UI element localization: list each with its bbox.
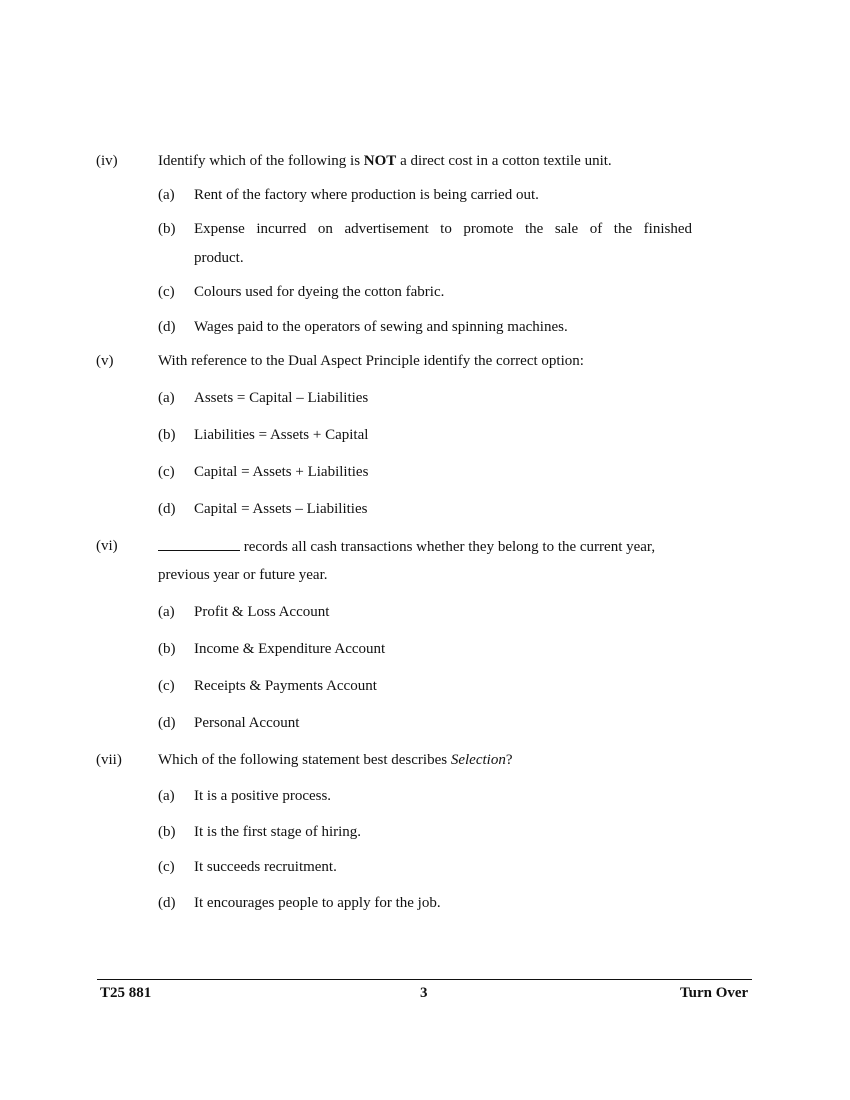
option-text: Liabilities = Assets + Capital: [194, 427, 369, 443]
option-label: (d): [158, 895, 176, 911]
option-label: (b): [158, 641, 176, 657]
stem-text: a direct cost in a cotton textile unit.: [396, 153, 612, 169]
option-label: (d): [158, 501, 176, 517]
option-text: Personal Account: [194, 715, 300, 731]
footer-divider: [97, 979, 752, 980]
stem-emphasis: NOT: [363, 153, 397, 169]
option-text: Profit & Loss Account: [194, 604, 330, 620]
question-number: (iv): [96, 153, 118, 169]
option-label: (c): [158, 284, 175, 300]
question-number: (vii): [96, 752, 122, 768]
option-text: It succeeds recruitment.: [194, 859, 337, 875]
paper-code: T25 881: [100, 985, 152, 1001]
option-label: (a): [158, 788, 175, 804]
option-text: Receipts & Payments Account: [194, 678, 377, 694]
option-label: (b): [158, 824, 176, 840]
page-number: 3: [420, 985, 428, 1001]
question-number: (v): [96, 353, 114, 369]
stem-text: records all cash transactions whether they belong to the current year,: [240, 539, 656, 555]
option-text-continued: product.: [194, 250, 244, 266]
option-label: (a): [158, 604, 175, 620]
option-text: It encourages people to apply for the job.: [194, 895, 441, 911]
question-stem: With reference to the Dual Aspect Principle identify the correct option:: [158, 353, 584, 369]
question-number: (vi): [96, 538, 118, 554]
option-label: (d): [158, 715, 176, 731]
option-label: (a): [158, 390, 175, 406]
stem-italic-term: Selection: [450, 752, 506, 768]
option-text: It is the first stage of hiring.: [194, 824, 362, 840]
question-stem-continued: previous year or future year.: [158, 567, 328, 583]
option-text: Assets = Capital – Liabilities: [194, 390, 369, 406]
question-stem: [158, 151, 612, 171]
option-label: (b): [158, 221, 176, 237]
option-text: Colours used for dyeing the cotton fabric.: [194, 284, 445, 300]
fill-in-blank: [158, 536, 240, 551]
option-label: (b): [158, 427, 176, 443]
option-text: Wages paid to the operators of sewing and spinning machines.: [194, 319, 568, 335]
option-label: (a): [158, 187, 175, 203]
option-text: Expense incurred on advertisement to promote the sale of the finished: [194, 221, 692, 237]
option-text: Income & Expenditure Account: [194, 641, 386, 657]
option-text: It is a positive process.: [194, 788, 332, 804]
option-label: (c): [158, 859, 175, 875]
stem-text: ?: [505, 752, 513, 768]
option-text: Capital = Assets + Liabilities: [194, 464, 369, 480]
option-label: (c): [158, 464, 175, 480]
option-text: Capital = Assets – Liabilities: [194, 501, 368, 517]
turn-over-note: Turn Over: [680, 985, 749, 1001]
stem-text: Which of the following statement best describes: [158, 752, 451, 768]
option-label: (c): [158, 678, 175, 694]
stem-text: Identify which of the following is: [158, 153, 364, 169]
question-stem: [158, 750, 513, 770]
question-stem: [158, 536, 655, 557]
option-text: Rent of the factory where production is being carried out.: [194, 187, 539, 203]
option-label: (d): [158, 319, 176, 335]
